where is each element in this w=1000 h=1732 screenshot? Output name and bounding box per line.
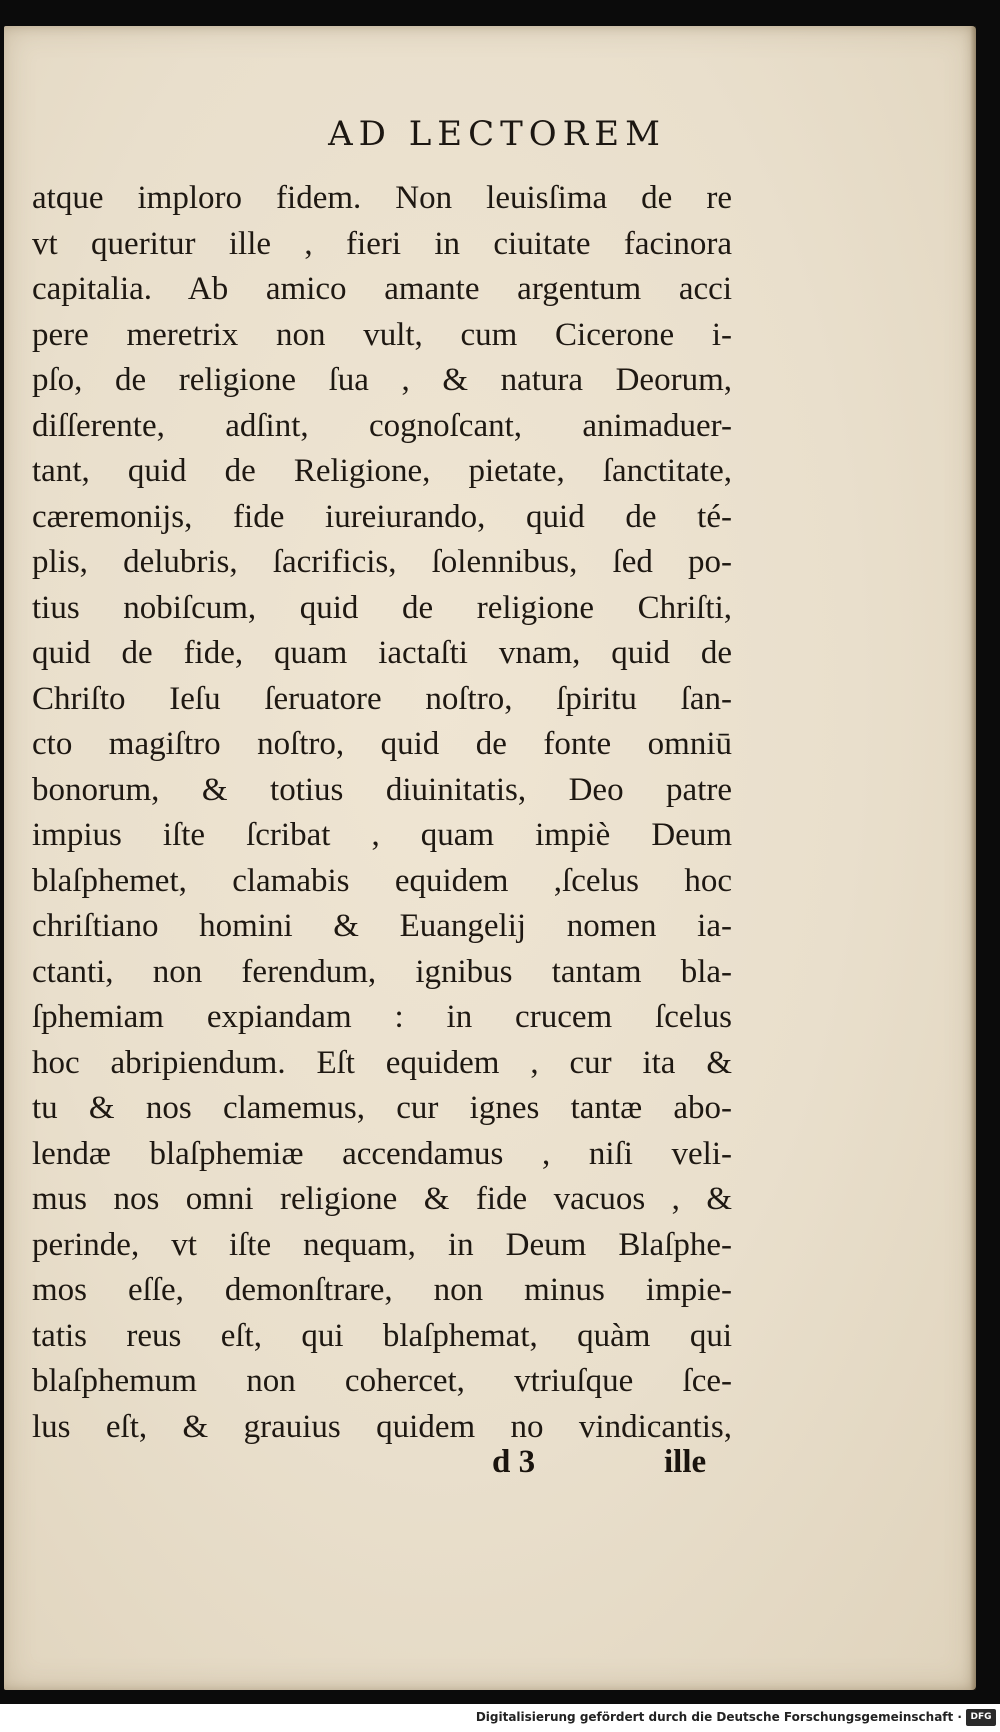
catchword: ille (664, 1444, 707, 1480)
text-line: Chriſto Ieſu ſeruatore noſtro, ſpiritu ſan- (32, 680, 732, 717)
text-line: capitalia. Ab amico amante argentum acci (32, 271, 732, 307)
text-line: chriſtiano homini & Euangelij nomen ia- (32, 908, 732, 944)
text-line: hoc abripiendum. Eſt equidem , cur ita & (32, 1044, 732, 1081)
text-line: lendæ blaſphemiæ accendamus , niſi veli- (32, 1135, 732, 1172)
text-line: ſphemiam expiandam : in crucem ſcelus (32, 999, 732, 1035)
text-line: tant, quid de Religione, pietate, ſanctitate, (32, 453, 732, 489)
text-line: vt queritur ille , fieri in ciuitate facinora (32, 225, 732, 262)
page-edge-shadow (970, 26, 976, 1690)
text-line: mus nos omni religione & fide vacuos , & (32, 1181, 732, 1217)
body-text (32, 176, 732, 1450)
book-page (4, 26, 976, 1690)
text-line: impius iſte ſcribat , quam impiè Deum (32, 817, 732, 853)
text-line: atque imploro fidem. Non leuisſima de re (32, 180, 732, 216)
text-line: perinde, vt iſte nequam, in Deum Blaſphe- (32, 1226, 732, 1263)
text-line: pſo, de religione ſua , & natura Deorum, (32, 362, 732, 398)
dfg-logo-icon: DFG (966, 1709, 996, 1726)
running-head: AD LECTOREM (328, 114, 666, 154)
signature-mark: d 3 (492, 1444, 536, 1480)
text-line: tatis reus eſt, qui blaſphemat, quàm qui (32, 1317, 732, 1354)
text-line: blaſphemet, clamabis equidem ,ſcelus hoc (32, 862, 732, 899)
text-line: blaſphemum non cohercet, vtriuſque ſce- (32, 1363, 732, 1399)
text-line: mos eſſe, demonſtrare, non minus impie- (32, 1272, 732, 1308)
digitization-footer (0, 1704, 1000, 1732)
text-line: cæremonijs, fide iureiurando, quid de té- (32, 498, 732, 535)
text-line: diſſerente, adſint, cognoſcant, animaduer- (32, 407, 732, 444)
text-line: tius nobiſcum, quid de religione Chriſti, (32, 589, 732, 626)
text-line: tu & nos clamemus, cur ignes tantæ abo- (32, 1090, 732, 1126)
text-line: quid de fide, quam iactaſti vnam, quid de (32, 635, 732, 671)
text-line: plis, delubris, ſacrificis, ſolennibus, ſed po- (32, 544, 732, 580)
funding-credit: Digitalisierung gefördert durch die Deutsche Forschungsgemeinschaft · (475, 1710, 962, 1724)
text-line: pere meretrix non vult, cum Cicerone i- (32, 316, 732, 353)
text-line: ctanti, non ferendum, ignibus tantam bla- (32, 953, 732, 990)
text-line: bonorum, & totius diuinitatis, Deo patre (32, 771, 732, 808)
text-line: lus eſt, & grauius quidem no vindicantis, (32, 1408, 732, 1445)
text-line: cto magiſtro noſtro, quid de fonte omniū (32, 726, 732, 762)
